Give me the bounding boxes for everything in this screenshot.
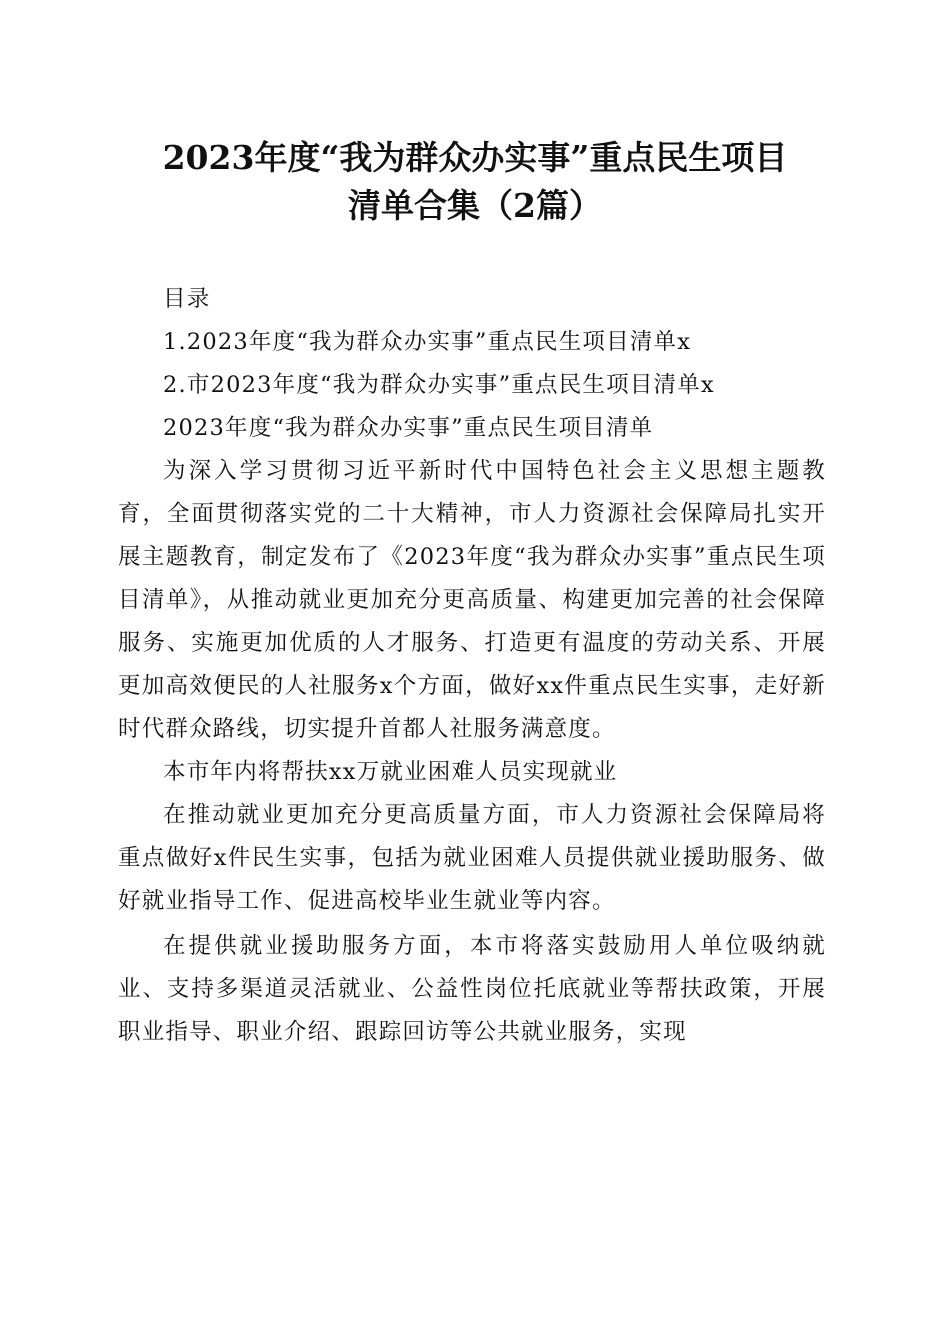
document-body [118,278,826,1054]
toc-item-2: 2.市2023年度“我为群众办实事”重点民生项目清单x [163,372,715,398]
toc-item-1: 1.2023年度“我为群众办实事”重点民生项目清单x [163,329,692,355]
document-title-line-1: 2023年度“我为群众办实事”重点民生项目 [162,138,788,177]
paragraph-subheading: 本市年内将帮扶xx万就业困难人员实现就业 [163,759,618,785]
paragraph-intro: 为深入学习贯彻习近平新时代中国特色社会主义思想主题教育，全面贯彻落实党的二十大精神，市人力资源社会保障局扎实开展主题教育，制定发布了《2023年度“我为群众办实事”重点民生项目清单》，从推动就业更加充分更高质量、构建更加完善的社会保障服务、实施更加优质的人才服务、打造更有温度的劳动关系、开展更加高效便民的人社服务x个方面，做好xx件重点民生实事，走好新时代群众路线，切实提升首都人社服务满意度。 [118,458,826,742]
toc-heading: 目录 [163,286,211,312]
paragraph-assistance: 在提供就业援助服务方面，本市将落实鼓励用人单位吸纳就业、支持多渠道灵活就业、公益性岗位托底就业等帮扶政策，开展职业指导、职业介绍、跟踪回访等公共就业服务，实现 [118,933,826,1045]
paragraph-employment: 在推动就业更加充分更高质量方面，市人力资源社会保障局将重点做好x件民生实事，包括为就业困难人员提供就业援助服务、做好就业指导工作、促进高校毕业生就业等内容。 [118,802,826,914]
document-title-line-2: 清单合集（2篇） [348,186,602,225]
section-heading: 2023年度“我为群众办实事”重点民生项目清单 [163,415,654,441]
